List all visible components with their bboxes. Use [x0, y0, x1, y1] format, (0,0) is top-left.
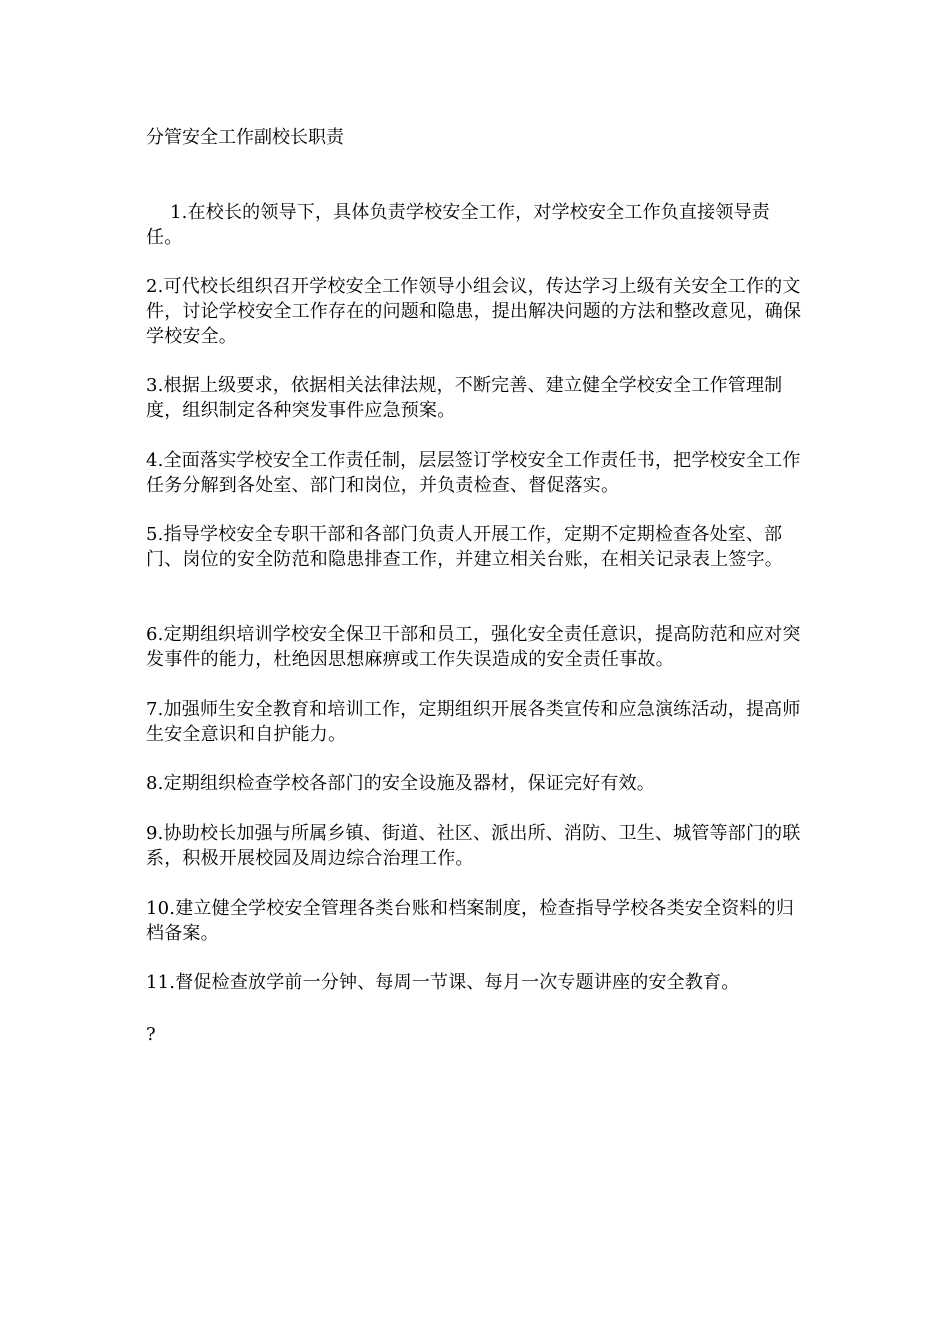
duty-item-3: 3.根据上级要求，依据相关法律法规，不断完善、建立健全学校安全工作管理制度，组织制定各种突发事件应急预案。: [146, 375, 783, 421]
duty-item-8: 8.定期组织检查学校各部门的安全设施及器材，保证完好有效。: [146, 773, 655, 794]
duty-item-4: 4.全面落实学校安全工作责任制，层层签订学校安全工作责任书，把学校安全工作任务分解到各处室、部门和岗位，并负责检查、督促落实。: [146, 450, 801, 496]
document-title: 分管安全工作副校长职责: [146, 127, 344, 148]
duty-item-10: 10.建立健全学校安全管理各类台账和档案制度，检查指导学校各类安全资料的归档备案。: [146, 898, 795, 944]
duty-item-2: 2.可代校长组织召开学校安全工作领导小组会议，传达学习上级有关安全工作的文件，讨论学校安全工作存在的问题和隐患，提出解决问题的方法和整改意见，确保学校安全。: [146, 276, 802, 347]
duty-item-9: 9.协助校长加强与所属乡镇、街道、社区、派出所、消防、卫生、城管等部门的联系，积极开展校园及周边综合治理工作。: [146, 823, 801, 869]
duty-item-1: 1.在校长的领导下，具体负责学校安全工作，对学校安全工作负直接领导责任。: [146, 202, 770, 248]
trailing-question-mark: ?: [146, 1024, 156, 1045]
duty-item-5: 5.指导学校安全专职干部和各部门负责人开展工作，定期不定期检查各处室、部门、岗位的安全防范和隐患排查工作，并建立相关台账，在相关记录表上签字。: [146, 524, 783, 570]
duty-item-7: 7.加强师生安全教育和培训工作，定期组织开展各类宣传和应急演练活动，提高师生安全意识和自护能力。: [146, 699, 801, 745]
duty-item-6: 6.定期组织培训学校安全保卫干部和员工，强化安全责任意识，提高防范和应对突发事件的能力，杜绝因思想麻痹或工作失误造成的安全责任事故。: [146, 624, 801, 670]
duty-item-11: 11.督促检查放学前一分钟、每周一节课、每月一次专题讲座的安全教育。: [146, 972, 740, 993]
